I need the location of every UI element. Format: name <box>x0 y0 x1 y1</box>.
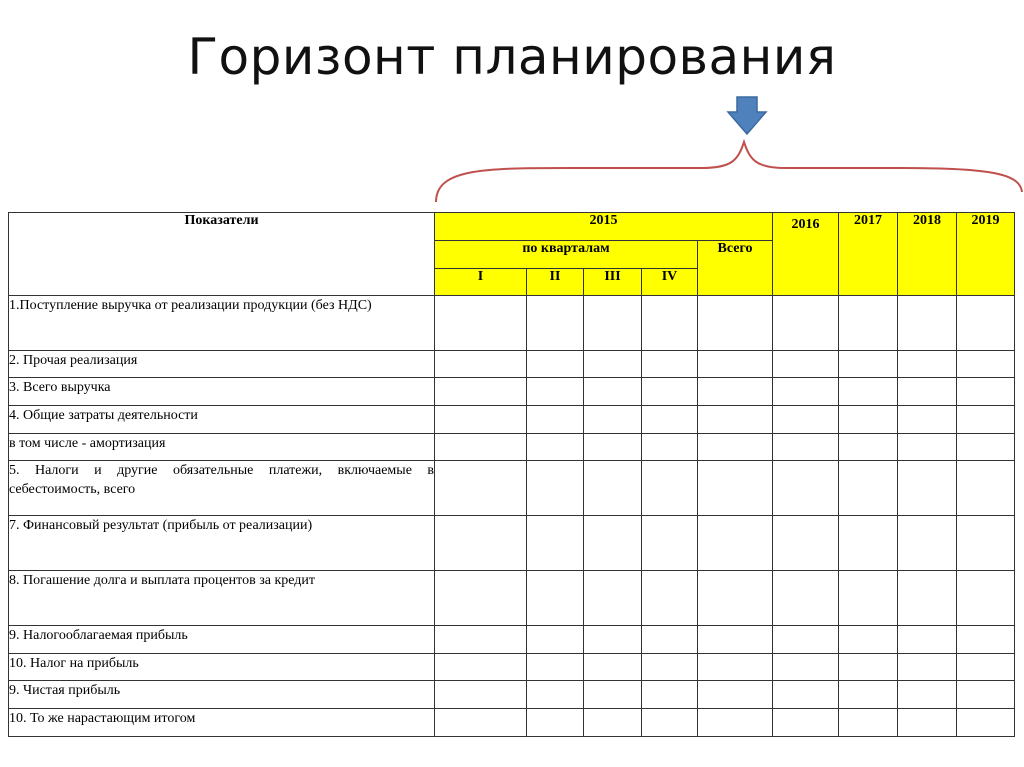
empty-cell <box>642 709 698 737</box>
quarter-2-header: II <box>527 269 584 296</box>
row-label: 7. Финансовый результат (прибыль от реализации) <box>9 516 435 571</box>
empty-cell <box>527 709 584 737</box>
empty-cell <box>698 626 773 654</box>
empty-cell <box>584 406 642 434</box>
empty-cell <box>898 571 957 626</box>
year-2019-header: 2019 <box>957 213 1015 296</box>
row-label: 9. Налогооблагаемая прибыль <box>9 626 435 654</box>
empty-cell <box>773 571 839 626</box>
table-row <box>9 709 1015 737</box>
row-label: в том числе - амортизация <box>9 434 435 461</box>
empty-cell <box>839 626 898 654</box>
empty-cell <box>898 681 957 709</box>
empty-cell <box>957 681 1015 709</box>
empty-cell <box>957 406 1015 434</box>
empty-cell <box>642 681 698 709</box>
empty-cell <box>698 571 773 626</box>
empty-cell <box>773 709 839 737</box>
row-label: 9. Чистая прибыль <box>9 681 435 709</box>
empty-cell <box>698 296 773 351</box>
row-label: 1.Поступление выручка от реализации продукции (без НДС) <box>9 296 435 351</box>
page-title: Горизонт планирования <box>187 28 837 86</box>
empty-cell <box>527 681 584 709</box>
empty-cell <box>642 571 698 626</box>
empty-cell <box>527 461 584 516</box>
empty-cell <box>957 516 1015 571</box>
empty-cell <box>584 709 642 737</box>
empty-cell <box>839 709 898 737</box>
empty-cell <box>839 434 898 461</box>
empty-cell <box>642 296 698 351</box>
table-row <box>9 406 1015 434</box>
empty-cell <box>839 681 898 709</box>
empty-cell <box>435 571 527 626</box>
empty-cell <box>698 461 773 516</box>
empty-cell <box>642 378 698 406</box>
row-label: 8. Погашение долга и выплата процентов за кредит <box>9 571 435 626</box>
empty-cell <box>527 654 584 681</box>
empty-cell <box>435 434 527 461</box>
empty-cell <box>898 351 957 378</box>
empty-cell <box>698 378 773 406</box>
empty-cell <box>584 516 642 571</box>
quarter-3-header: III <box>584 269 642 296</box>
empty-cell <box>957 351 1015 378</box>
empty-cell <box>527 626 584 654</box>
table-row <box>9 681 1015 709</box>
empty-cell <box>898 378 957 406</box>
total-header: Всего <box>698 241 773 296</box>
empty-cell <box>773 516 839 571</box>
empty-cell <box>773 654 839 681</box>
empty-cell <box>898 516 957 571</box>
year-2016-header: 2016 <box>773 213 839 296</box>
table-row <box>9 654 1015 681</box>
empty-cell <box>527 378 584 406</box>
year-2018-header: 2018 <box>898 213 957 296</box>
empty-cell <box>435 709 527 737</box>
empty-cell <box>839 351 898 378</box>
empty-cell <box>527 434 584 461</box>
empty-cell <box>584 571 642 626</box>
table-row <box>9 461 1015 516</box>
table-row <box>9 351 1015 378</box>
empty-cell <box>957 296 1015 351</box>
row-label: 5. Налоги и другие обязательные платежи, включаемые в себестоимость, всего <box>9 461 435 516</box>
row-label: 10. Налог на прибыль <box>9 654 435 681</box>
empty-cell <box>957 461 1015 516</box>
empty-cell <box>527 516 584 571</box>
empty-cell <box>957 571 1015 626</box>
empty-cell <box>839 516 898 571</box>
empty-cell <box>773 626 839 654</box>
empty-cell <box>773 406 839 434</box>
empty-cell <box>435 626 527 654</box>
empty-cell <box>435 378 527 406</box>
empty-cell <box>898 406 957 434</box>
empty-cell <box>584 351 642 378</box>
empty-cell <box>698 351 773 378</box>
empty-cell <box>839 378 898 406</box>
empty-cell <box>642 516 698 571</box>
planning-table <box>8 212 1015 737</box>
empty-cell <box>957 654 1015 681</box>
year-2017-header: 2017 <box>839 213 898 296</box>
empty-cell <box>642 461 698 516</box>
empty-cell <box>773 681 839 709</box>
empty-cell <box>698 434 773 461</box>
empty-cell <box>584 654 642 681</box>
table-row <box>9 626 1015 654</box>
quarter-1-header: I <box>435 269 527 296</box>
empty-cell <box>435 461 527 516</box>
empty-cell <box>898 709 957 737</box>
empty-cell <box>898 626 957 654</box>
empty-cell <box>527 296 584 351</box>
empty-cell <box>642 654 698 681</box>
empty-cell <box>957 378 1015 406</box>
curly-brace-icon <box>432 136 1024 208</box>
empty-cell <box>435 296 527 351</box>
empty-cell <box>584 434 642 461</box>
empty-cell <box>773 351 839 378</box>
empty-cell <box>435 516 527 571</box>
empty-cell <box>839 571 898 626</box>
empty-cell <box>898 654 957 681</box>
empty-cell <box>698 406 773 434</box>
empty-cell <box>584 681 642 709</box>
empty-cell <box>435 351 527 378</box>
quarter-4-header: IV <box>642 269 698 296</box>
indicators-header: Показатели <box>9 213 435 296</box>
empty-cell <box>773 434 839 461</box>
empty-cell <box>584 626 642 654</box>
empty-cell <box>435 406 527 434</box>
by-quarter-header: по кварталам <box>435 241 698 269</box>
empty-cell <box>839 406 898 434</box>
row-label: 4. Общие затраты деятельности <box>9 406 435 434</box>
empty-cell <box>839 654 898 681</box>
empty-cell <box>773 461 839 516</box>
empty-cell <box>957 709 1015 737</box>
empty-cell <box>898 296 957 351</box>
empty-cell <box>584 461 642 516</box>
empty-cell <box>839 461 898 516</box>
year-2015-header: 2015 <box>435 213 773 241</box>
empty-cell <box>642 406 698 434</box>
empty-cell <box>527 351 584 378</box>
empty-cell <box>698 654 773 681</box>
empty-cell <box>642 626 698 654</box>
empty-cell <box>773 296 839 351</box>
empty-cell <box>698 709 773 737</box>
empty-cell <box>584 378 642 406</box>
table-row <box>9 296 1015 351</box>
empty-cell <box>957 434 1015 461</box>
empty-cell <box>527 571 584 626</box>
row-label: 10. То же нарастающим итогом <box>9 709 435 737</box>
empty-cell <box>898 434 957 461</box>
empty-cell <box>898 461 957 516</box>
table-row <box>9 434 1015 461</box>
table-row <box>9 571 1015 626</box>
table-row <box>9 516 1015 571</box>
empty-cell <box>435 654 527 681</box>
empty-cell <box>957 626 1015 654</box>
row-label: 2. Прочая реализация <box>9 351 435 378</box>
empty-cell <box>527 406 584 434</box>
empty-cell <box>642 351 698 378</box>
empty-cell <box>698 516 773 571</box>
empty-cell <box>698 681 773 709</box>
empty-cell <box>839 296 898 351</box>
empty-cell <box>584 296 642 351</box>
empty-cell <box>773 378 839 406</box>
empty-cell <box>435 681 527 709</box>
row-label: 3. Всего выручка <box>9 378 435 406</box>
down-arrow-icon <box>726 96 768 136</box>
table-row <box>9 378 1015 406</box>
empty-cell <box>642 434 698 461</box>
